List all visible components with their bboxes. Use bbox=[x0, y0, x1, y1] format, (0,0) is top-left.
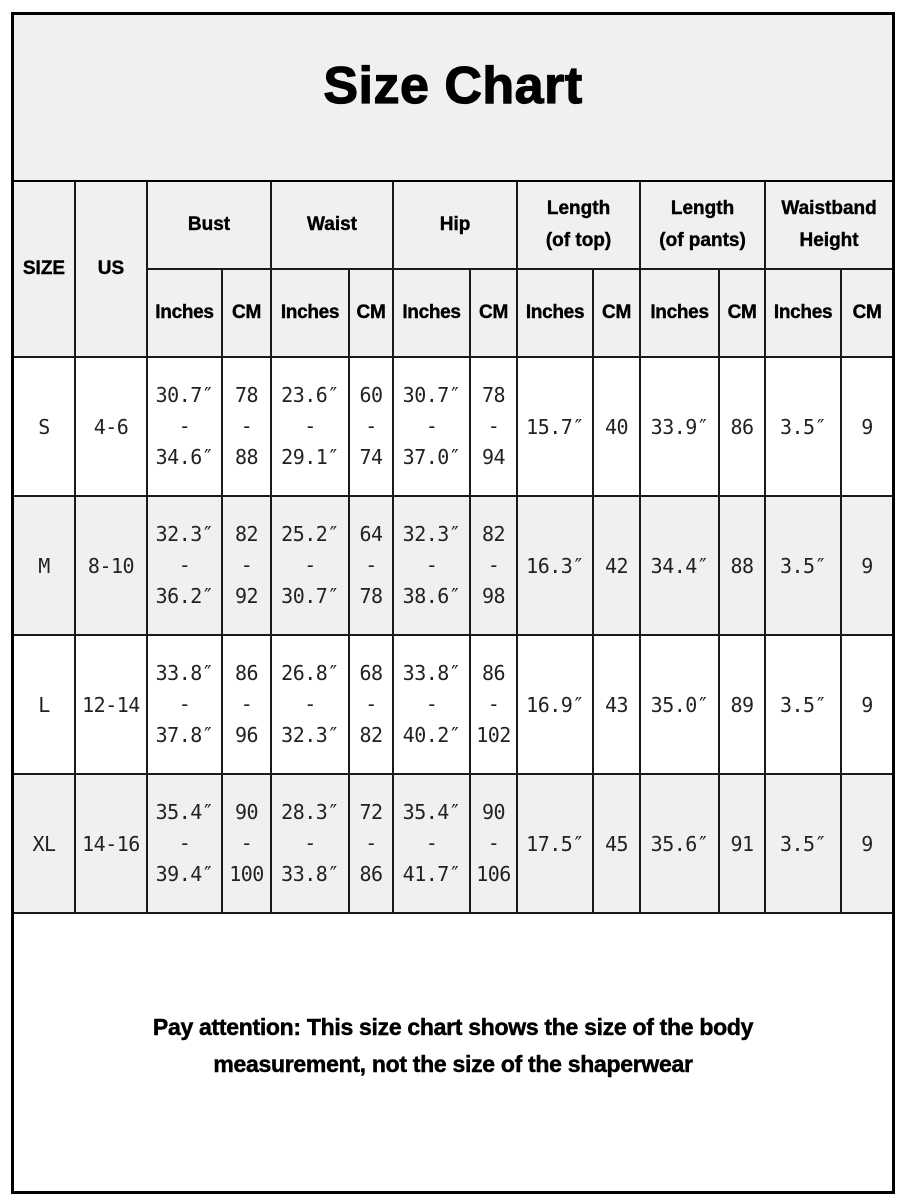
waistband-inches-cell: 3.5″ bbox=[765, 635, 841, 774]
length-top-inches-cell: 16.3″ bbox=[517, 496, 593, 635]
table-row bbox=[14, 774, 892, 913]
range-to: 102 bbox=[476, 723, 511, 747]
range-from: 28.3″ bbox=[281, 800, 339, 824]
range-to: 36.2″ bbox=[155, 584, 214, 608]
hip-cm-cell bbox=[470, 774, 517, 913]
range-to: 38.6″ bbox=[402, 584, 461, 608]
header-length-top-line1: Length bbox=[546, 198, 611, 219]
unit-inches: Inches bbox=[147, 269, 222, 357]
range-to: 96 bbox=[234, 723, 259, 747]
range-from: 33.8″ bbox=[155, 661, 214, 685]
range-to: 94 bbox=[481, 445, 506, 469]
range-from: 68 bbox=[359, 661, 383, 685]
range-from: 30.7″ bbox=[155, 383, 214, 407]
range-separator: - bbox=[304, 692, 316, 716]
range-separator: - bbox=[487, 692, 500, 716]
waist-cm-cell bbox=[349, 496, 393, 635]
waistband-cm-cell: 9 bbox=[841, 357, 892, 496]
hip-inches-cell bbox=[393, 357, 470, 496]
range-to: 34.6″ bbox=[155, 445, 214, 469]
unit-cm: CM bbox=[470, 269, 517, 357]
range-from: 30.7″ bbox=[402, 383, 461, 407]
size-table bbox=[14, 182, 892, 914]
range-from: 33.8″ bbox=[402, 661, 461, 685]
range-separator: - bbox=[487, 553, 500, 577]
length-pants-inches-cell: 33.9″ bbox=[640, 357, 719, 496]
range-from: 78 bbox=[234, 383, 259, 407]
header-hip bbox=[393, 182, 517, 269]
size-cell: L bbox=[14, 635, 75, 774]
range-to: 33.8″ bbox=[281, 862, 339, 886]
range-from: 90 bbox=[481, 800, 506, 824]
header-waistband-line2: Height bbox=[799, 230, 859, 251]
waist-inches-cell bbox=[271, 496, 349, 635]
size-cell: XL bbox=[14, 774, 75, 913]
hip-inches-cell bbox=[393, 496, 470, 635]
waistband-cm-cell: 9 bbox=[841, 774, 892, 913]
bust-inches-cell bbox=[147, 774, 222, 913]
range-separator: - bbox=[240, 414, 253, 438]
range-separator: - bbox=[425, 414, 438, 438]
table-row bbox=[14, 635, 892, 774]
bust-cm-cell bbox=[222, 496, 271, 635]
footer-note bbox=[14, 917, 892, 1191]
unit-cm: CM bbox=[349, 269, 393, 357]
unit-cm: CM bbox=[719, 269, 765, 357]
bust-cm-cell bbox=[222, 357, 271, 496]
range-to: 39.4″ bbox=[155, 862, 214, 886]
range-from: 82 bbox=[481, 522, 506, 546]
size-cell: S bbox=[14, 357, 75, 496]
range-from: 64 bbox=[359, 522, 383, 546]
range-to: 100 bbox=[229, 862, 264, 886]
range-separator: - bbox=[304, 831, 316, 855]
header-waistband-line1: Waistband bbox=[781, 198, 877, 219]
unit-cm: CM bbox=[222, 269, 271, 357]
header-bust bbox=[147, 182, 271, 269]
range-separator: - bbox=[240, 831, 253, 855]
range-separator: - bbox=[365, 414, 377, 438]
range-separator: - bbox=[487, 831, 500, 855]
length-pants-cm-cell: 91 bbox=[719, 774, 765, 913]
range-to: 86 bbox=[359, 862, 383, 886]
range-from: 82 bbox=[234, 522, 259, 546]
range-separator: - bbox=[425, 692, 438, 716]
range-from: 32.3″ bbox=[155, 522, 214, 546]
waist-inches-cell bbox=[271, 774, 349, 913]
waistband-cm-cell: 9 bbox=[841, 635, 892, 774]
hip-cm-cell bbox=[470, 496, 517, 635]
range-from: 72 bbox=[359, 800, 383, 824]
header-length-pants bbox=[640, 182, 765, 269]
bust-inches-cell bbox=[147, 496, 222, 635]
us-size-cell: 14-16 bbox=[75, 774, 147, 913]
range-from: 86 bbox=[481, 661, 506, 685]
unit-cm: CM bbox=[593, 269, 640, 357]
range-from: 25.2″ bbox=[281, 522, 339, 546]
range-to: 41.7″ bbox=[402, 862, 461, 886]
header-length-pants-line1: Length bbox=[670, 198, 735, 219]
length-pants-inches-cell: 34.4″ bbox=[640, 496, 719, 635]
header-waist bbox=[271, 182, 393, 269]
range-separator: - bbox=[178, 692, 191, 716]
header-waistband bbox=[765, 182, 892, 269]
range-to: 88 bbox=[234, 445, 259, 469]
range-separator: - bbox=[178, 553, 191, 577]
range-separator: - bbox=[365, 553, 377, 577]
range-separator: - bbox=[178, 831, 191, 855]
size-cell: M bbox=[14, 496, 75, 635]
length-pants-cm-cell: 88 bbox=[719, 496, 765, 635]
length-pants-inches-cell: 35.6″ bbox=[640, 774, 719, 913]
range-separator: - bbox=[240, 692, 253, 716]
header-size: SIZE bbox=[14, 182, 75, 357]
waist-cm-cell bbox=[349, 774, 393, 913]
attention-note bbox=[153, 1009, 753, 1083]
range-to: 32.3″ bbox=[281, 723, 339, 747]
range-from: 90 bbox=[234, 800, 259, 824]
unit-cm: CM bbox=[841, 269, 892, 357]
length-top-cm-cell: 45 bbox=[593, 774, 640, 913]
header-waist-label: Waist bbox=[307, 214, 357, 235]
size-chart-frame bbox=[11, 12, 895, 1194]
table-row bbox=[14, 357, 892, 496]
waistband-inches-cell: 3.5″ bbox=[765, 357, 841, 496]
range-from: 86 bbox=[234, 661, 259, 685]
table-row bbox=[14, 496, 892, 635]
range-separator: - bbox=[304, 414, 316, 438]
range-from: 60 bbox=[359, 383, 383, 407]
unit-inches: Inches bbox=[765, 269, 841, 357]
range-to: 37.0″ bbox=[402, 445, 461, 469]
page-title: Size Chart bbox=[323, 56, 583, 115]
title-band bbox=[14, 15, 892, 182]
length-top-cm-cell: 40 bbox=[593, 357, 640, 496]
header-length-top-line2: (of top) bbox=[545, 230, 612, 251]
unit-inches: Inches bbox=[517, 269, 593, 357]
us-size-cell: 4-6 bbox=[75, 357, 147, 496]
length-pants-inches-cell: 35.0″ bbox=[640, 635, 719, 774]
range-separator: - bbox=[365, 692, 377, 716]
range-to: 74 bbox=[359, 445, 383, 469]
us-size-cell: 12-14 bbox=[75, 635, 147, 774]
unit-inches: Inches bbox=[271, 269, 349, 357]
length-pants-cm-cell: 89 bbox=[719, 635, 765, 774]
range-to: 30.7″ bbox=[281, 584, 339, 608]
hip-cm-cell bbox=[470, 357, 517, 496]
range-to: 37.8″ bbox=[155, 723, 214, 747]
waist-inches-cell bbox=[271, 635, 349, 774]
waist-inches-cell bbox=[271, 357, 349, 496]
waist-cm-cell bbox=[349, 357, 393, 496]
range-separator: - bbox=[178, 414, 191, 438]
range-separator: - bbox=[425, 553, 438, 577]
range-from: 32.3″ bbox=[402, 522, 461, 546]
range-to: 98 bbox=[481, 584, 506, 608]
length-pants-cm-cell: 86 bbox=[719, 357, 765, 496]
range-to: 78 bbox=[359, 584, 383, 608]
header-row-groups bbox=[14, 182, 892, 269]
attention-note-line1: Pay attention: This size chart shows the size of the body bbox=[152, 1014, 754, 1040]
range-separator: - bbox=[304, 553, 316, 577]
range-to: 40.2″ bbox=[402, 723, 461, 747]
header-bust-label: Bust bbox=[187, 214, 231, 235]
us-size-cell: 8-10 bbox=[75, 496, 147, 635]
length-top-inches-cell: 16.9″ bbox=[517, 635, 593, 774]
range-separator: - bbox=[425, 831, 438, 855]
bust-cm-cell bbox=[222, 635, 271, 774]
hip-cm-cell bbox=[470, 635, 517, 774]
unit-inches: Inches bbox=[640, 269, 719, 357]
range-from: 78 bbox=[481, 383, 506, 407]
attention-note-line2: measurement, not the size of the shaperwear bbox=[213, 1051, 693, 1077]
range-to: 106 bbox=[476, 862, 511, 886]
range-separator: - bbox=[487, 414, 500, 438]
bust-inches-cell bbox=[147, 635, 222, 774]
range-to: 29.1″ bbox=[281, 445, 339, 469]
header-length-pants-line2: (of pants) bbox=[659, 230, 746, 251]
header-length-top bbox=[517, 182, 640, 269]
bust-inches-cell bbox=[147, 357, 222, 496]
length-top-inches-cell: 17.5″ bbox=[517, 774, 593, 913]
waistband-inches-cell: 3.5″ bbox=[765, 774, 841, 913]
hip-inches-cell bbox=[393, 774, 470, 913]
header-hip-label: Hip bbox=[439, 214, 471, 235]
range-from: 35.4″ bbox=[402, 800, 461, 824]
unit-inches: Inches bbox=[393, 269, 470, 357]
waistband-cm-cell: 9 bbox=[841, 496, 892, 635]
range-from: 35.4″ bbox=[155, 800, 214, 824]
bust-cm-cell bbox=[222, 774, 271, 913]
waistband-inches-cell: 3.5″ bbox=[765, 496, 841, 635]
range-from: 26.8″ bbox=[281, 661, 339, 685]
range-separator: - bbox=[365, 831, 377, 855]
waist-cm-cell bbox=[349, 635, 393, 774]
length-top-cm-cell: 42 bbox=[593, 496, 640, 635]
length-top-cm-cell: 43 bbox=[593, 635, 640, 774]
range-separator: - bbox=[240, 553, 253, 577]
hip-inches-cell bbox=[393, 635, 470, 774]
header-us: US bbox=[75, 182, 147, 357]
range-to: 92 bbox=[234, 584, 259, 608]
length-top-inches-cell: 15.7″ bbox=[517, 357, 593, 496]
range-from: 23.6″ bbox=[281, 383, 339, 407]
range-to: 82 bbox=[359, 723, 383, 747]
